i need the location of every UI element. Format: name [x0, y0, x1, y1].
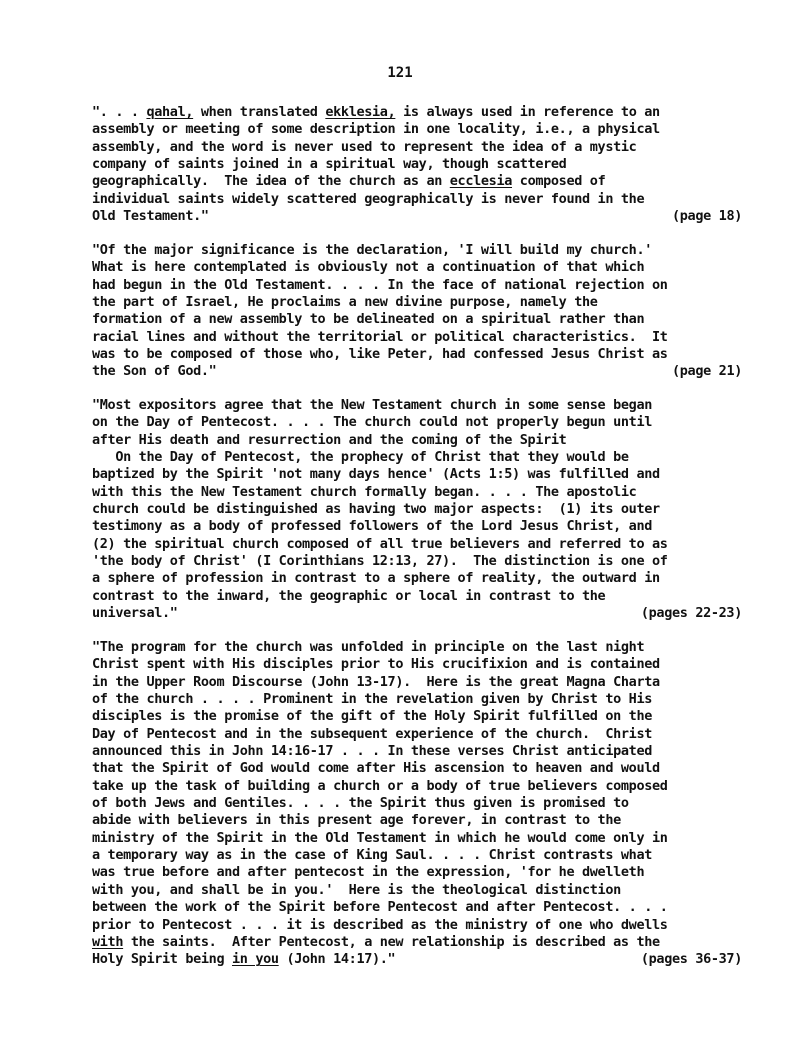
quote-line: [92, 639, 742, 656]
text-run: between the work of the Spirit before Pentecost and after Pentecost. . . .: [92, 899, 668, 916]
page-reference: (page 18): [672, 208, 742, 225]
quote-line: [92, 934, 742, 951]
text-run: universal.": [92, 605, 178, 622]
text-run: contrast to the inward, the geographic or local in contrast to the: [92, 587, 606, 604]
quote-line: [92, 414, 742, 431]
quote-line: [92, 259, 742, 276]
text-run: Day of Pentecost and in the subsequent experience of the church. Christ: [92, 725, 652, 742]
quote-line: [92, 277, 742, 294]
quote-line: [92, 397, 742, 414]
text-run: when translated: [193, 104, 326, 120]
text-run: On the Day of Pentecost, the prophecy of Christ that they would be: [92, 449, 629, 466]
text-run: in the Upper Room Discourse (John 13-17). Here is the great Magna Charta: [92, 673, 660, 690]
underlined-term: ekklesia,: [325, 104, 396, 120]
text-run: the part of Israel, He proclaims a new divine purpose, namely the: [92, 294, 598, 311]
quote-line: [92, 951, 742, 968]
quote-line: [92, 882, 742, 899]
quote-line: [92, 156, 742, 173]
text-run: "Of the major significance is the declaration, 'I will build my church.': [92, 242, 652, 258]
quote-line: [92, 778, 742, 795]
quote-line: [92, 864, 742, 881]
text-run: 'the body of Christ' (I Corinthians 12:13, 27). The distinction is one of: [92, 553, 668, 570]
text-run: prior to Pentecost . . . it is described as the ministry of one who dwells: [92, 916, 668, 933]
underlined-term: in you: [232, 951, 279, 968]
quote-line: [92, 760, 742, 777]
text-run: geographically. The idea of the church as an: [92, 173, 450, 190]
quote-block: [92, 242, 742, 381]
quote-line: [92, 191, 742, 208]
page-reference: (pages 22-23): [640, 605, 742, 622]
text-run: had begun in the Old Testament. . . . In the face of national rejection on: [92, 276, 668, 293]
text-run: testimony as a body of professed followers of the Lord Jesus Christ, and: [92, 518, 652, 535]
quote-line: [92, 812, 742, 829]
quote-line: [92, 726, 742, 743]
text-run: church could be distinguished as having two major aspects: (1) its outer: [92, 501, 660, 518]
text-run: on the Day of Pentecost. . . . The church could not properly begun until: [92, 414, 652, 431]
text-run: of the church . . . . Prominent in the revelation given by Christ to His: [92, 691, 652, 708]
text-run: is always used in reference to an: [395, 104, 660, 120]
quote-line: [92, 605, 742, 622]
quote-line: [92, 570, 742, 587]
quote-line: [92, 432, 742, 449]
text-run: announced this in John 14:16-17 . . . In these verses Christ anticipated: [92, 743, 652, 760]
quote-line: [92, 484, 742, 501]
quote-line: [92, 553, 742, 570]
quote-line: [92, 588, 742, 605]
quote-line: [92, 917, 742, 934]
text-run: Holy Spirit being: [92, 951, 232, 968]
text-run: after His death and resurrection and the coming of the Spirit: [92, 431, 567, 448]
quote-line: [92, 536, 742, 553]
underlined-term: ecclesia: [449, 173, 513, 190]
text-run: ministry of the Spirit in the Old Testament in which he would come only in: [92, 829, 668, 846]
text-run: individual saints widely scattered geographically is never found in the: [92, 190, 645, 207]
text-run: that the Spirit of God would come after His ascension to heaven and would: [92, 760, 660, 777]
page-reference: (page 21): [672, 363, 742, 380]
quote-line: [92, 743, 742, 760]
page-reference: (pages 36-37): [640, 951, 742, 968]
quote-line: [92, 847, 742, 864]
quote-line: [92, 104, 742, 121]
text-run: was true before and after pentecost in the expression, 'for he dwelleth: [92, 864, 645, 881]
quote-line: [92, 518, 742, 535]
quote-line: [92, 173, 742, 190]
quote-line: [92, 242, 742, 259]
quote-line: [92, 294, 742, 311]
text-run: baptized by the Spirit 'not many days hence' (Acts 1:5) was fulfilled and: [92, 466, 660, 483]
text-run: ". . .: [92, 104, 147, 120]
text-run: abide with believers in this present age forever, in contrast to the: [92, 812, 621, 829]
quote-line: [92, 830, 742, 847]
text-run: a sphere of profession in contrast to a sphere of reality, the outward in: [92, 570, 660, 587]
text-run: was to be composed of those who, like Peter, had confessed Jesus Christ as: [92, 346, 668, 363]
quote-line: [92, 656, 742, 673]
text-run: racial lines and without the territorial or political characteristics. It: [92, 328, 668, 345]
quote-block: [92, 397, 742, 622]
text-run: with this the New Testament church formally began. . . . The apostolic: [92, 483, 637, 500]
quote-line: [92, 691, 742, 708]
text-run: (2) the spiritual church composed of all true believers and referred to as: [92, 535, 668, 552]
text-run: assembly, and the word is never used to represent the idea of a mystic: [92, 138, 637, 155]
text-run: composed of: [512, 173, 606, 190]
text-run: with you, and shall be in you.' Here is the theological distinction: [92, 881, 621, 898]
quote-line: [92, 466, 742, 483]
text-run: disciples is the promise of the gift of the Holy Spirit fulfilled on the: [92, 708, 652, 725]
text-run: the saints. After Pentecost, a new relationship is described as the: [123, 933, 660, 950]
underlined-term: with: [92, 933, 124, 950]
quote-line: [92, 363, 742, 380]
quote-line: [92, 329, 742, 346]
text-run: assembly or meeting of some description in one locality, i.e., a physical: [92, 121, 660, 138]
quote-line: [92, 899, 742, 916]
quote-line: [92, 501, 742, 518]
text-run: company of saints joined in a spiritual way, though scattered: [92, 156, 567, 173]
text-run: the Son of God.": [92, 363, 217, 380]
text-run: Old Testament.": [92, 208, 209, 225]
quote-line: [92, 795, 742, 812]
quote-line: [92, 708, 742, 725]
underlined-term: qahal,: [146, 104, 194, 120]
quote-line: [92, 449, 742, 466]
text-run: of both Jews and Gentiles. . . . the Spirit thus given is promised to: [92, 795, 629, 812]
text-run: (John 14:17).": [278, 951, 396, 968]
text-run: a temporary way as in the case of King Saul. . . . Christ contrasts what: [92, 847, 652, 864]
text-run: What is here contemplated is obviously not a continuation of that which: [92, 259, 645, 276]
page-number: 121: [387, 65, 413, 81]
text-run: "The program for the church was unfolded in principle on the last night: [92, 639, 645, 655]
text-run: take up the task of building a church or a body of true believers composed: [92, 777, 668, 794]
quote-line: [92, 346, 742, 363]
quote-block: [92, 639, 742, 969]
quote-line: [92, 121, 742, 138]
text-run: "Most expositors agree that the New Testament church in some sense began: [92, 397, 652, 413]
text-run: formation of a new assembly to be delineated on a spiritual rather than: [92, 311, 645, 328]
quote-line: [92, 208, 742, 225]
quote-line: [92, 311, 742, 328]
quote-line: [92, 674, 742, 691]
text-run: Christ spent with His disciples prior to His crucifixion and is contained: [92, 656, 660, 673]
quote-line: [92, 139, 742, 156]
quote-block: [92, 104, 742, 225]
